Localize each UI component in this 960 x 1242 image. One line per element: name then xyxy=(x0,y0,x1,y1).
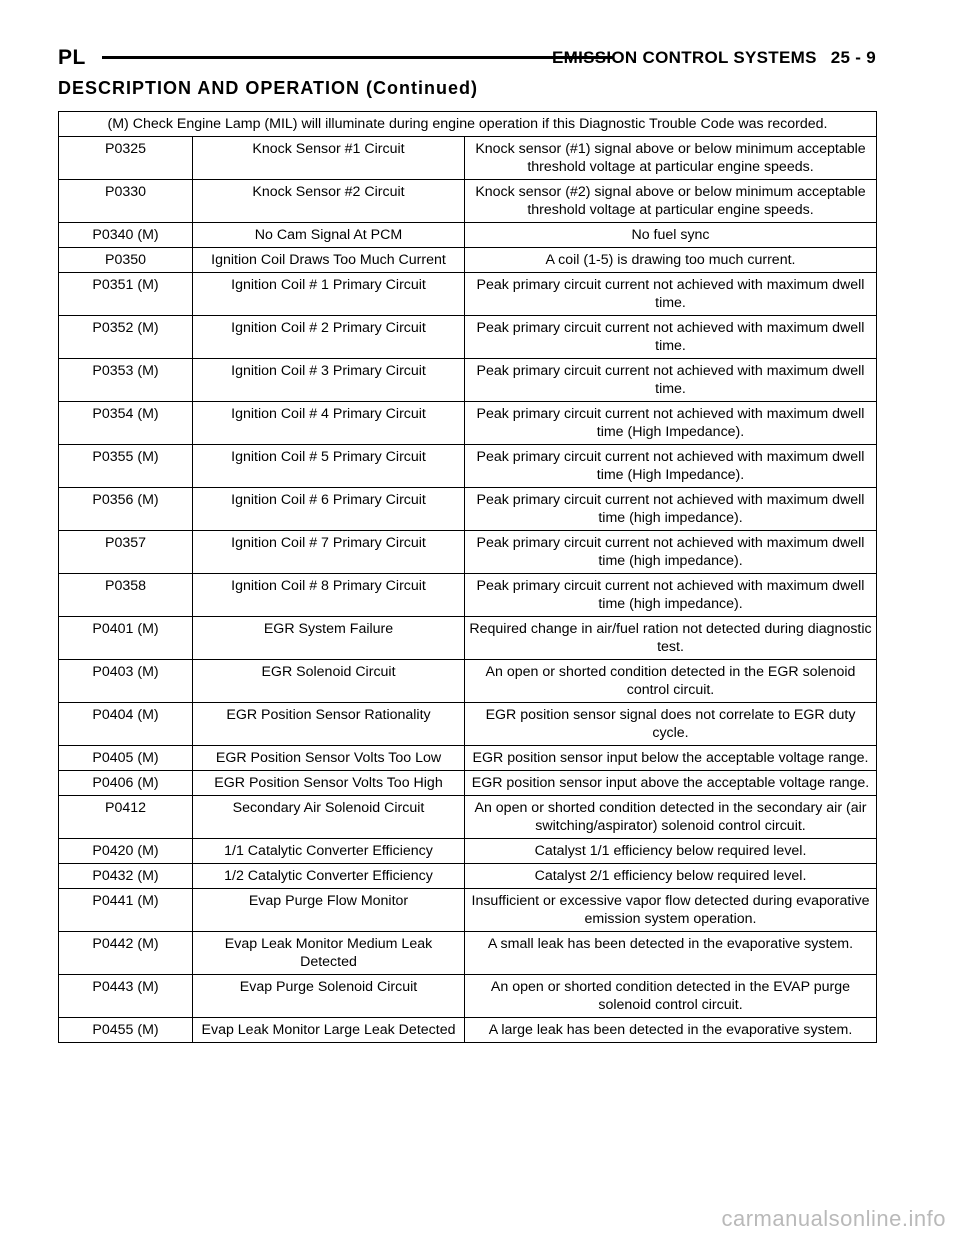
name-cell: Ignition Coil # 8 Primary Circuit xyxy=(193,574,465,617)
trouble-code-body xyxy=(59,112,877,1043)
name-cell: Ignition Coil # 7 Primary Circuit xyxy=(193,531,465,574)
table-row xyxy=(59,574,877,617)
name-cell: Evap Leak Monitor Medium Leak Detected xyxy=(193,932,465,975)
table-row xyxy=(59,137,877,180)
section-header-title: EMISSION CONTROL SYSTEMS xyxy=(551,48,817,67)
code-cell: P0403 (M) xyxy=(59,660,193,703)
section-title: DESCRIPTION AND OPERATION (Continued) xyxy=(58,78,478,98)
description-cell: A large leak has been detected in the evaporative system. xyxy=(465,1018,877,1043)
code-cell: P0356 (M) xyxy=(59,488,193,531)
page-number: 25 - 9 xyxy=(830,48,876,67)
name-cell: 1/2 Catalytic Converter Efficiency xyxy=(193,864,465,889)
name-cell: EGR Solenoid Circuit xyxy=(193,660,465,703)
name-cell: Secondary Air Solenoid Circuit xyxy=(193,796,465,839)
code-cell: P0412 xyxy=(59,796,193,839)
description-cell: Peak primary circuit current not achieved with maximum dwell time (High Impedance). xyxy=(465,445,877,488)
table-row xyxy=(59,359,877,402)
description-cell: EGR position sensor input above the acceptable voltage range. xyxy=(465,771,877,796)
code-cell: P0432 (M) xyxy=(59,864,193,889)
table-row xyxy=(59,771,877,796)
name-cell: EGR System Failure xyxy=(193,617,465,660)
table-note-row xyxy=(59,112,877,137)
name-cell: Knock Sensor #2 Circuit xyxy=(193,180,465,223)
table-row xyxy=(59,796,877,839)
header-rule xyxy=(102,56,614,59)
table-row xyxy=(59,660,877,703)
code-cell: P0420 (M) xyxy=(59,839,193,864)
table-row xyxy=(59,180,877,223)
description-cell: Peak primary circuit current not achieved with maximum dwell time (high impedance). xyxy=(465,531,877,574)
name-cell: EGR Position Sensor Volts Too Low xyxy=(193,746,465,771)
code-cell: P0443 (M) xyxy=(59,975,193,1018)
description-cell: Catalyst 2/1 efficiency below required level. xyxy=(465,864,877,889)
header-right xyxy=(552,48,876,68)
table-row xyxy=(59,402,877,445)
name-cell: Ignition Coil # 3 Primary Circuit xyxy=(193,359,465,402)
table-row xyxy=(59,889,877,932)
code-cell: P0406 (M) xyxy=(59,771,193,796)
table-row xyxy=(59,445,877,488)
name-cell: Evap Purge Flow Monitor xyxy=(193,889,465,932)
code-cell: P0330 xyxy=(59,180,193,223)
name-cell: Ignition Coil # 5 Primary Circuit xyxy=(193,445,465,488)
description-cell: An open or shorted condition detected in the EGR solenoid control circuit. xyxy=(465,660,877,703)
table-row xyxy=(59,273,877,316)
name-cell: Ignition Coil # 1 Primary Circuit xyxy=(193,273,465,316)
description-cell: Peak primary circuit current not achieved with maximum dwell time (High Impedance). xyxy=(465,402,877,445)
description-cell: A coil (1-5) is drawing too much current. xyxy=(465,248,877,273)
table-row xyxy=(59,488,877,531)
code-cell: P0358 xyxy=(59,574,193,617)
description-cell: An open or shorted condition detected in the secondary air (air switching/aspirator) solenoid control circuit. xyxy=(465,796,877,839)
code-cell: P0350 xyxy=(59,248,193,273)
name-cell: Ignition Coil # 2 Primary Circuit xyxy=(193,316,465,359)
description-cell: An open or shorted condition detected in the EVAP purge solenoid control circuit. xyxy=(465,975,877,1018)
table-row xyxy=(59,746,877,771)
table-row xyxy=(59,839,877,864)
table-note: (M) Check Engine Lamp (MIL) will illuminate during engine operation if this Diagnostic Trouble Code was recorded. xyxy=(59,112,877,137)
code-cell: P0442 (M) xyxy=(59,932,193,975)
code-cell: P0401 (M) xyxy=(59,617,193,660)
description-cell: Insufficient or excessive vapor flow detected during evaporative emission system operation. xyxy=(465,889,877,932)
code-cell: P0354 (M) xyxy=(59,402,193,445)
code-cell: P0353 (M) xyxy=(59,359,193,402)
table-row xyxy=(59,223,877,248)
description-cell: Peak primary circuit current not achieved with maximum dwell time (high impedance). xyxy=(465,488,877,531)
name-cell: Ignition Coil # 6 Primary Circuit xyxy=(193,488,465,531)
description-cell: Peak primary circuit current not achieved with maximum dwell time. xyxy=(465,273,877,316)
table-row xyxy=(59,932,877,975)
description-cell: Knock sensor (#1) signal above or below minimum acceptable threshold voltage at particular engine speeds. xyxy=(465,137,877,180)
code-cell: P0404 (M) xyxy=(59,703,193,746)
description-cell: Peak primary circuit current not achieved with maximum dwell time. xyxy=(465,316,877,359)
watermark: carmanualsonline.info xyxy=(721,1206,946,1231)
table-row xyxy=(59,1018,877,1043)
description-cell: Catalyst 1/1 efficiency below required level. xyxy=(465,839,877,864)
code-cell: P0441 (M) xyxy=(59,889,193,932)
description-cell: Knock sensor (#2) signal above or below minimum acceptable threshold voltage at particular engine speeds. xyxy=(465,180,877,223)
table-row xyxy=(59,617,877,660)
name-cell: Evap Leak Monitor Large Leak Detected xyxy=(193,1018,465,1043)
code-cell: P0357 xyxy=(59,531,193,574)
trouble-code-table xyxy=(58,111,877,1043)
table-row xyxy=(59,531,877,574)
description-cell: A small leak has been detected in the evaporative system. xyxy=(465,932,877,975)
table-row xyxy=(59,248,877,273)
code-cell: P0325 xyxy=(59,137,193,180)
table-row xyxy=(59,316,877,359)
description-cell: EGR position sensor input below the acceptable voltage range. xyxy=(465,746,877,771)
vehicle-code: PL xyxy=(58,46,86,69)
code-cell: P0405 (M) xyxy=(59,746,193,771)
page-header xyxy=(58,44,876,72)
name-cell: No Cam Signal At PCM xyxy=(193,223,465,248)
code-cell: P0352 (M) xyxy=(59,316,193,359)
description-cell: Required change in air/fuel ration not detected during diagnostic test. xyxy=(465,617,877,660)
name-cell: Knock Sensor #1 Circuit xyxy=(193,137,465,180)
code-cell: P0455 (M) xyxy=(59,1018,193,1043)
name-cell: Ignition Coil Draws Too Much Current xyxy=(193,248,465,273)
code-cell: P0355 (M) xyxy=(59,445,193,488)
code-cell: P0351 (M) xyxy=(59,273,193,316)
name-cell: EGR Position Sensor Rationality xyxy=(193,703,465,746)
table-row xyxy=(59,864,877,889)
name-cell: Ignition Coil # 4 Primary Circuit xyxy=(193,402,465,445)
name-cell: EGR Position Sensor Volts Too High xyxy=(193,771,465,796)
description-cell: Peak primary circuit current not achieved with maximum dwell time. xyxy=(465,359,877,402)
table-row xyxy=(59,975,877,1018)
table-row xyxy=(59,703,877,746)
description-cell: Peak primary circuit current not achieved with maximum dwell time (high impedance). xyxy=(465,574,877,617)
name-cell: 1/1 Catalytic Converter Efficiency xyxy=(193,839,465,864)
name-cell: Evap Purge Solenoid Circuit xyxy=(193,975,465,1018)
description-cell: EGR position sensor signal does not correlate to EGR duty cycle. xyxy=(465,703,877,746)
description-cell: No fuel sync xyxy=(465,223,877,248)
code-cell: P0340 (M) xyxy=(59,223,193,248)
